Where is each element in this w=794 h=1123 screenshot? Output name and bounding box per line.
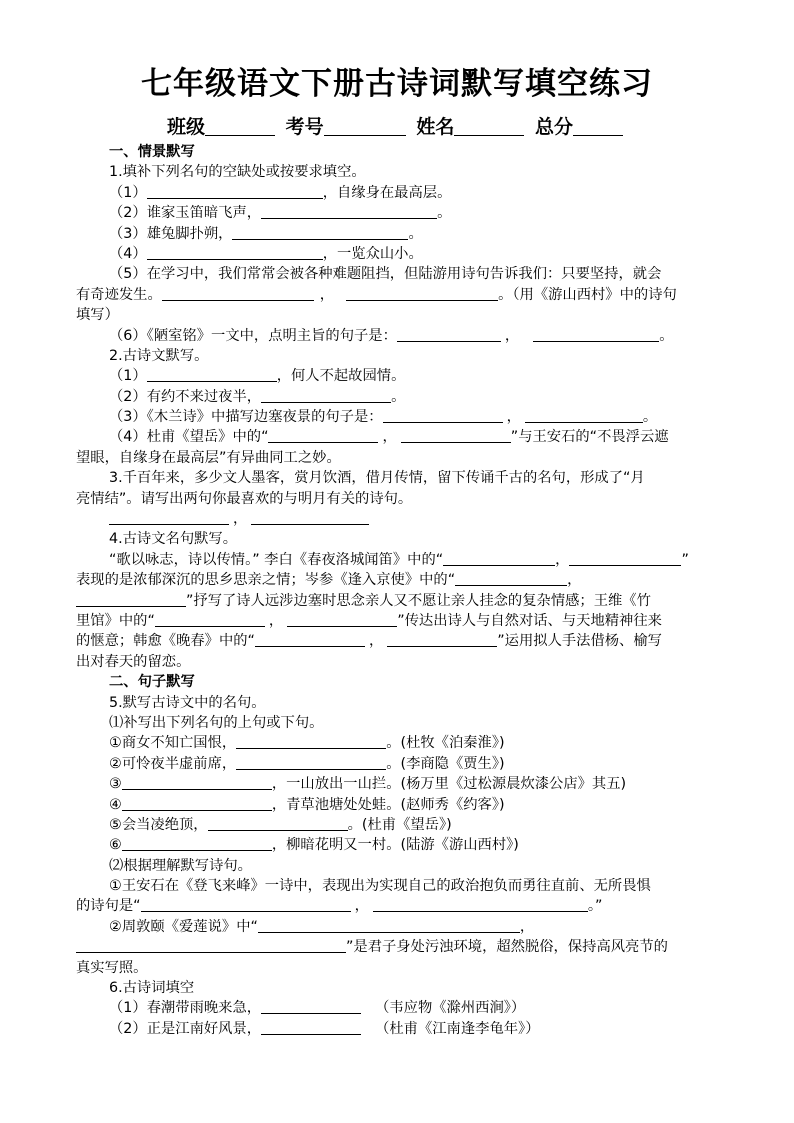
score-label: 总分 <box>534 116 573 138</box>
answer-blank[interactable] <box>373 896 588 912</box>
question-line: ”抒写了诗人远涉边塞时思念亲人又不愿让亲人挂念的复杂情感；王维《竹 <box>76 591 718 611</box>
answer-blank[interactable] <box>346 285 498 301</box>
answer-blank[interactable] <box>261 203 437 219</box>
section-heading: 二、句子默写 <box>109 674 195 691</box>
answer-blank[interactable] <box>569 550 681 566</box>
question-line: 里馆》中的“ ， ”传达出诗人与自然对话、与天地精神往来 <box>76 612 662 629</box>
question-line: ①商女不知亡国恨， 。(杜牧《泊秦淮》) <box>109 735 505 752</box>
exam-no-label: 考号 <box>285 116 324 138</box>
answer-blank[interactable] <box>162 285 314 301</box>
answer-blank[interactable] <box>109 509 229 525</box>
answer-blank[interactable] <box>236 733 386 749</box>
question-line: （3）《木兰诗》中描写边塞夜景的句子是： ， 。 <box>109 409 658 426</box>
question-line: “歌以咏志，诗以传情。” 李白《春夜洛城闻笛》中的“ ， ” <box>109 551 689 568</box>
answer-blank[interactable] <box>236 754 386 770</box>
question-line: （2）谁家玉笛暗飞声， 。 <box>109 205 452 222</box>
question-stem: 4.古诗文名句默写。 <box>109 531 238 548</box>
answer-blank[interactable] <box>141 896 351 912</box>
answer-blank[interactable] <box>147 183 323 199</box>
question-line: ④ ，青草池塘处处蛙。(赵师秀《约客》) <box>109 796 505 813</box>
answer-blank[interactable] <box>397 326 501 342</box>
answer-blank[interactable] <box>443 550 555 566</box>
question-line: （4）杜甫《望岳》中的“ ， ”与王安石的“不畏浮云遮 <box>109 429 669 446</box>
question-line: （1） ，何人不起故园情。 <box>109 368 406 385</box>
exam-no-blank[interactable] <box>324 117 406 136</box>
question-line: （2）有约不来过夜半， 。 <box>109 388 406 405</box>
name-label: 姓名 <box>416 116 455 138</box>
class-blank[interactable] <box>205 117 275 136</box>
question-line: （3）雄兔脚扑朔， 。 <box>109 225 423 242</box>
answer-blank[interactable] <box>155 611 265 627</box>
answer-blank[interactable] <box>268 427 378 443</box>
answer-blank[interactable] <box>122 774 272 790</box>
answer-blank[interactable] <box>147 366 277 382</box>
answer-blank[interactable] <box>287 611 397 627</box>
answer-blank[interactable] <box>261 387 391 403</box>
question-line: ③ ，一山放出一山拦。(杨万里《过松源晨炊漆公店》其五) <box>109 776 627 793</box>
question-line: ”是君子身处污浊环境，超然脱俗，保持高风亮节的 <box>76 937 718 957</box>
question-line: （5）在学习中，我们常常会被各种难题阻挡，但陆游用诗句告诉我们：只要坚持，就会 <box>109 266 662 283</box>
question-line: 望眼，自缘身在最高层”有异曲同工之妙。 <box>76 449 341 466</box>
answer-blank[interactable] <box>147 244 323 260</box>
question-line: 出对春天的留恋。 <box>76 653 191 670</box>
answer-blank[interactable] <box>525 407 643 423</box>
answer-blank[interactable] <box>261 998 361 1014</box>
question-line: ⑤会当凌绝顶， 。(杜甫《望岳》) <box>109 816 452 833</box>
question-line: ， <box>76 509 718 529</box>
question-stem: 6.古诗词填空 <box>109 980 195 997</box>
question-line: 表现的是浓郁深沉的思乡思亲之情；岑参《逢入京使》中的“ ， <box>76 572 582 589</box>
question-line: 亮情结”。请写出两句你最喜欢的与明月有关的诗句。 <box>76 490 413 507</box>
answer-blank[interactable] <box>255 631 365 647</box>
question-line: 的惬意；韩愈《晚春》中的“ ， ”运用拟人手法借杨、榆写 <box>76 633 662 650</box>
question-line: 3.千百年来，多少文人墨客，赏月饮酒，借月传情，留下传诵千古的名句，形成了“月 <box>109 470 645 487</box>
question-stem: 5.默写古诗文中的名句。 <box>109 694 266 711</box>
question-stem: ⑵根据理解默写诗句。 <box>109 857 252 874</box>
answer-blank[interactable] <box>387 631 497 647</box>
question-line: 真实写照。 <box>76 959 148 976</box>
answer-blank[interactable] <box>76 591 186 607</box>
answer-blank[interactable] <box>251 509 369 525</box>
name-blank[interactable] <box>454 117 524 136</box>
worksheet-body <box>76 142 718 1039</box>
answer-blank[interactable] <box>533 326 659 342</box>
answer-blank[interactable] <box>261 1019 361 1035</box>
question-line: ②周敦颐《爱莲说》中“ ， <box>109 918 535 935</box>
question-line: ②可怜夜半虚前席， 。(李商隐《贾生》) <box>109 755 505 772</box>
question-line: （2）正是江南好风景， （杜甫《江南逢李龟年》） <box>109 1020 540 1037</box>
question-stem: 2.古诗文默写。 <box>109 347 209 364</box>
answer-blank[interactable] <box>122 795 272 811</box>
worksheet-title: 七年级语文下册古诗词默写填空练习 <box>141 66 653 102</box>
answer-blank[interactable] <box>401 427 511 443</box>
answer-blank[interactable] <box>383 407 503 423</box>
question-line: （6）《陋室铭》一文中，点明主旨的句子是： ， 。 <box>109 327 674 344</box>
answer-blank[interactable] <box>258 917 520 933</box>
answer-blank[interactable] <box>122 835 272 851</box>
student-info-row <box>0 112 794 139</box>
answer-blank[interactable] <box>455 570 567 586</box>
question-line: 有奇迹发生。 ， 。（用《游山西村》中的诗句 <box>76 286 677 303</box>
answer-blank[interactable] <box>76 937 346 953</box>
question-line: 的诗句是“ ， 。” <box>76 898 603 915</box>
question-line: （1）春潮带雨晚来急， （韦应物《滁州西涧》） <box>109 1000 526 1017</box>
question-line: ①王安石在《登飞来峰》一诗中，表现出为实现自己的政治抱负而勇往直前、无所畏惧 <box>109 878 651 895</box>
question-stem: ⑴补写出下列名句的上句或下句。 <box>109 714 324 731</box>
answer-blank[interactable] <box>232 224 408 240</box>
question-line: ⑥ ，柳暗花明又一村。(陆游《游山西村》) <box>109 837 519 854</box>
section-heading: 一、情景默写 <box>109 144 195 160</box>
question-line: 填写） <box>76 307 119 324</box>
question-stem: 1.填补下列名句的空缺处或按要求填空。 <box>109 164 366 181</box>
answer-blank[interactable] <box>208 815 348 831</box>
question-line: （1） ，自缘身在最高层。 <box>109 184 452 201</box>
score-blank[interactable] <box>573 117 623 136</box>
question-line: （4） ，一览众山小。 <box>109 245 423 262</box>
class-label: 班级 <box>167 116 206 138</box>
